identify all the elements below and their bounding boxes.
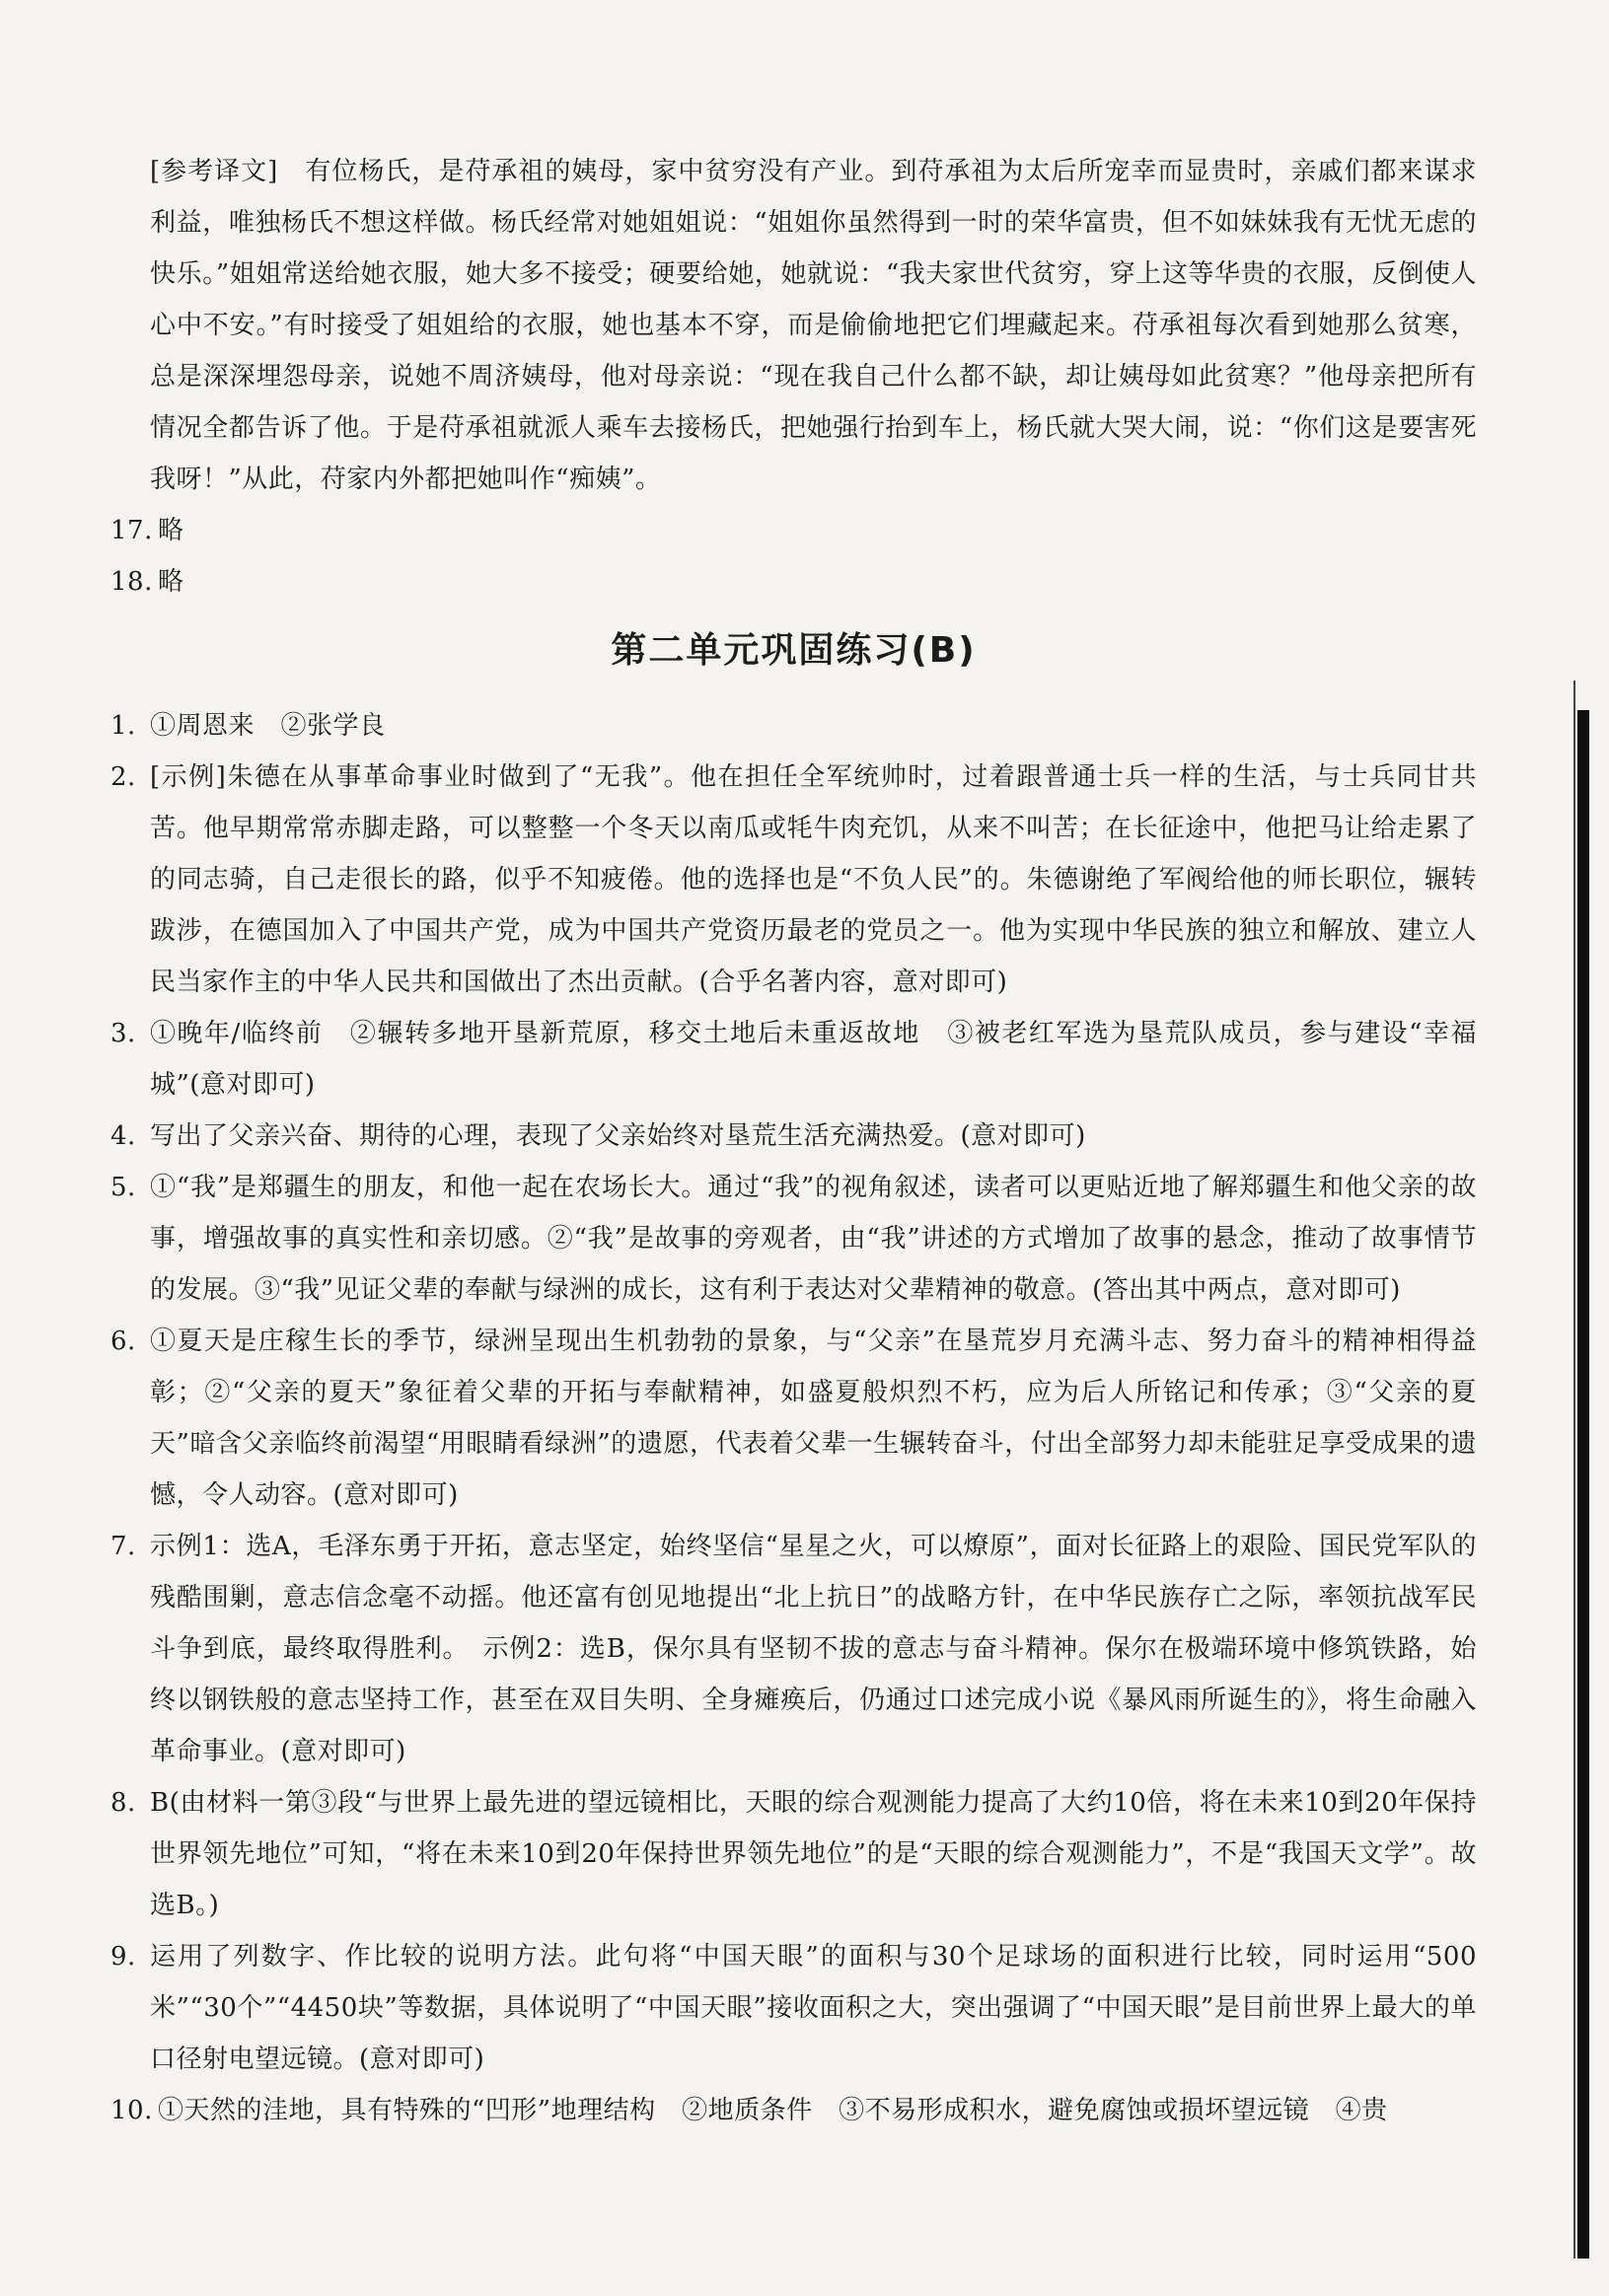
answer-item-3 bbox=[110, 1008, 1477, 1111]
item-text: ①天然的洼地，具有特殊的“凹形”地理结构 ②地质条件 ③不易形成积水，避免腐蚀或损坏望远镜 ④贵 bbox=[158, 2096, 1388, 2125]
section-title: 第二单元巩固练习(B) bbox=[611, 630, 977, 671]
reference-translation-text: 有位杨氏，是苻承祖的姨母，家中贫穷没有产业。到苻承祖为太后所宠幸而显贵时，亲戚们都来谋求利益，唯独杨氏不想这样做。杨氏经常对她姐姐说：“姐姐你虽然得到一时的荣华富贵，但不如妹妹我有无忧无虑的快乐。”姐姐常送给她衣服，她大多不接受；硬要给她，她就说：“我夫家世代贫穷，穿上这等华贵的衣服，反倒使人心中不安。”有时接受了姐姐给的衣服，她也基本不穿，而是偷偷地把它们埋藏起来。苻承祖每次看到她那么贫寒，总是深深埋怨母亲，说她不周济姨母，他对母亲说：“现在我自己什么都不缺，却让姨母如此贫寒？”他母亲把所有情况全都告诉了他。于是苻承祖就派人乘车去接杨氏，把她强行抬到车上，杨氏就大哭大闹，说：“你们这是要害死我呀！”从此，苻家内外都把她叫作“痴姨”。 bbox=[150, 157, 1477, 494]
reference-translation-label: [参考译文] bbox=[150, 157, 278, 186]
item-number: 4. bbox=[110, 1121, 136, 1151]
item-number: 2. bbox=[110, 762, 136, 792]
answer-item-18 bbox=[110, 556, 1477, 608]
item-text: B(由材料一第③段“与世界上最先进的望远镜相比，天眼的综合观测能力提高了大约10倍，将在未来10到20年保持世界领先地位”可知，“将在未来10到20年保持世界领先地位”的是“天眼的综合观测能力”，不是“我国天文学”。故选B。) bbox=[150, 1788, 1477, 1920]
item-text: [示例]朱德在从事革命事业时做到了“无我”。他在担任全军统帅时，过着跟普通士兵一样的生活，与士兵同甘共苦。他早期常常赤脚走路，可以整整一个冬天以南瓜或牦牛肉充饥，从来不叫苦；在长征途中，他把马让给走累了的同志骑，自己走很长的路，似乎不知疲倦。他的选择也是“不负人民”的。朱德谢绝了军阀给他的师长职位，辗转跋涉，在德国加入了中国共产党，成为中国共产党资历最老的党员之一。他为实现中华民族的独立和解放、建立人民当家作主的中华人民共和国做出了杰出贡献。(合乎名著内容，意对即可) bbox=[150, 762, 1477, 997]
reference-translation bbox=[110, 146, 1477, 505]
item-number: 9. bbox=[110, 1942, 136, 1972]
item-text: ①夏天是庄稼生长的季节，绿洲呈现出生机勃勃的景象，与“父亲”在垦荒岁月充满斗志、努力奋斗的精神相得益彰；②“父亲的夏天”象征着父辈的开拓与奉献精神，如盛夏般炽烈不朽，应为后人所铭记和传承；③“父亲的夏天”暗含父亲临终前渴望“用眼睛看绿洲”的遗愿，代表着父辈一生辗转奋斗，付出全部努力却未能驻足享受成果的遗憾，令人动容。(意对即可) bbox=[150, 1327, 1477, 1510]
item-text: 运用了列数字、作比较的说明方法。此句将“中国天眼”的面积与30个足球场的面积进行比较，同时运用“500米”“30个”“4450块”等数据，具体说明了“中国天眼”接收面积之大，突出强调了“中国天眼”是目前世界上最大的单口径射电望远镜。(意对即可) bbox=[150, 1942, 1477, 2074]
item-text: ①周恩来 ②张学良 bbox=[150, 711, 386, 741]
item-text: 略 bbox=[158, 516, 184, 545]
answer-item-4 bbox=[110, 1111, 1477, 1162]
item-number: 5. bbox=[110, 1173, 136, 1202]
item-number: 8. bbox=[110, 1788, 136, 1818]
item-number: 7. bbox=[110, 1532, 136, 1561]
answer-item-5 bbox=[110, 1162, 1477, 1316]
answer-item-10 bbox=[110, 2085, 1477, 2136]
item-text: ①晚年/临终前 ②辗转多地开垦新荒原，移交土地后未重返故地 ③被老红军选为垦荒队成员，参与建设“幸福城”(意对即可) bbox=[150, 1019, 1477, 1100]
answer-item-6 bbox=[110, 1316, 1477, 1521]
page-edge-line bbox=[1573, 681, 1575, 2259]
item-text: 写出了父亲兴奋、期待的心理，表现了父亲始终对垦荒生活充满热爱。(意对即可) bbox=[150, 1121, 1086, 1151]
item-number: 18. bbox=[110, 567, 153, 597]
page-content bbox=[110, 146, 1477, 2136]
item-number: 3. bbox=[110, 1019, 136, 1048]
item-number: 1. bbox=[110, 711, 136, 741]
item-number: 6. bbox=[110, 1327, 136, 1356]
item-number: 10. bbox=[110, 2096, 153, 2125]
item-text: 示例1：选A，毛泽东勇于开拓，意志坚定，始终坚信“星星之火，可以燎原”，面对长征路上的艰险、国民党军队的残酷围剿，意志信念毫不动摇。他还富有创见地提出“北上抗日”的战略方针，在中华民族存亡之际，率领抗战军民斗争到底，最终取得胜利。 示例2：选B，保尔具有坚韧不拔的意志与奋斗精神。保尔在极端环境中修筑铁路，始终以钢铁般的意志坚持工作，甚至在双目失明、全身瘫痪后，仍通过口述完成小说《暴风雨所诞生的》，将生命融入革命事业。(意对即可) bbox=[150, 1532, 1477, 1766]
item-number: 17. bbox=[110, 516, 153, 545]
page-edge-shadow bbox=[1577, 710, 1589, 2259]
answer-item-7 bbox=[110, 1521, 1477, 1777]
answer-item-2 bbox=[110, 752, 1477, 1008]
answer-item-1 bbox=[110, 700, 1477, 752]
answer-item-17 bbox=[110, 505, 1477, 556]
answer-item-8 bbox=[110, 1777, 1477, 1931]
item-text: ①“我”是郑疆生的朋友，和他一起在农场长大。通过“我”的视角叙述，读者可以更贴近地了解郑疆生和他父亲的故事，增强故事的真实性和亲切感。②“我”是故事的旁观者，由“我”讲述的方式增加了故事的悬念，推动了故事情节的发展。③“我”见证父辈的奉献与绿洲的成长，这有利于表达对父辈精神的敬意。(答出其中两点，意对即可) bbox=[150, 1173, 1477, 1305]
answer-item-9 bbox=[110, 1931, 1477, 2085]
item-text: 略 bbox=[158, 567, 184, 597]
